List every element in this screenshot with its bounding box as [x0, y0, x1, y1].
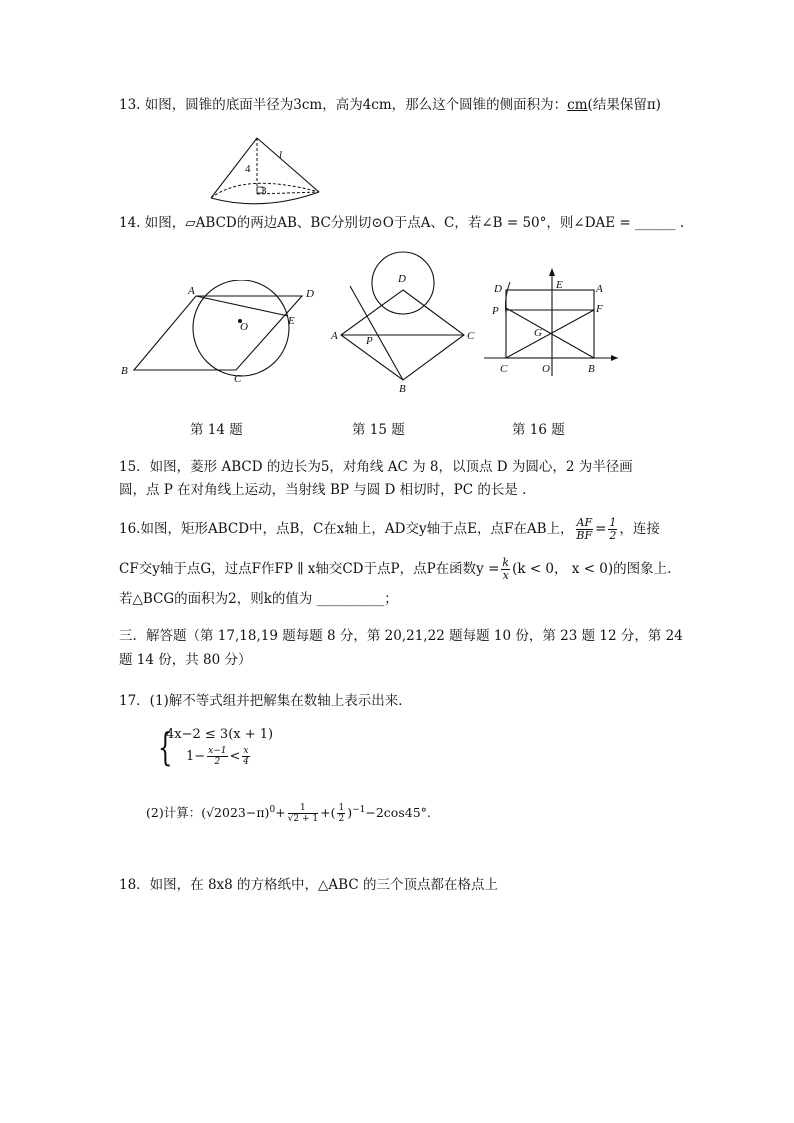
q16-ratio-right-num: 1: [609, 516, 617, 529]
q17-ineq2-frac: [207, 746, 227, 767]
q17-ineq1: 4x−2 ≤ 3(x + 1): [166, 727, 274, 742]
q16-ratio-right-den: 2: [609, 529, 617, 542]
q17-ineq2-rnum: x: [243, 746, 249, 756]
section3-line2: 题 14 份，共 80 分）: [119, 652, 252, 668]
fig14-label-b: B: [121, 365, 128, 377]
q15-line1: 15．如图，菱形 ABCD 的边长为5，对角线 AC 为 8，以顶点 D 为圆心，2 为半径画: [119, 459, 633, 475]
q13-stem: 13. 如图，圆锥的底面半径为3cm，高为4cm，那么这个圆锥的侧面积为：: [119, 97, 568, 113]
q16-line2-text: CF交y轴于点G，过点F作FP ∥ x轴交CD于点P，点P在函数y =: [119, 561, 500, 577]
q17-part2-close: ): [347, 805, 353, 821]
q14-text: 14. 如图，▱ABCD的两边AB、BC分别切⊙O于点A、C，若∠B = 50°，则∠DAE = ______ .: [119, 215, 685, 231]
q17-part2-half: [337, 803, 345, 824]
q17-part1: 17．(1)解不等式组并把解集在数轴上表示出来．: [119, 693, 412, 709]
fig16-label-e: E: [556, 279, 563, 291]
section3-line1: 三．解答题（第 17,18,19 题每题 8 分，第 20,21,22 题每题 10 份，第 23 题 12 分，第 24: [119, 628, 683, 644]
fig16-label-d: D: [494, 283, 502, 295]
q17-ineq2-num: x−1: [208, 746, 227, 756]
fig15-label-d: D: [398, 273, 406, 285]
fig15-label-p: P: [366, 335, 373, 347]
q17-part2-lead: (2)计算：(√2023−π): [146, 805, 270, 821]
q17-part2-plus: +: [275, 805, 286, 821]
q13-unit: cm: [567, 97, 588, 113]
q17-part2-exp: −1: [352, 805, 366, 815]
system-brace: {: [158, 725, 173, 769]
fig16-diagram: [484, 268, 624, 376]
q17-ineq2-rden: 4: [243, 757, 249, 767]
q16-line3: 若△BCG的面积为2，则k的值为 __________；: [119, 591, 398, 607]
fig15-label-b: B: [399, 383, 406, 395]
q17-part2-exp0: 0: [269, 805, 276, 815]
q16-function: [501, 557, 510, 582]
fig14-label-o: O: [240, 321, 248, 333]
fig16-label-b: B: [588, 363, 595, 375]
q17-ineq2: [186, 746, 252, 767]
fig16-label-c: C: [500, 363, 508, 375]
cone-radius-label: 3: [261, 185, 267, 197]
fig15-diagram: [328, 250, 488, 400]
q17-ineq2-den: 2: [214, 757, 221, 767]
fig16-caption: 第 16 题: [512, 422, 565, 438]
q16-function-den: x: [502, 569, 509, 582]
q17-part2-num: 1: [288, 803, 318, 814]
q17-ineq2-lead: 1−: [186, 749, 206, 764]
fig14-caption: 第 14 题: [190, 422, 243, 438]
q17-part2: [146, 798, 431, 825]
q16-line2-tail: (k < 0， x < 0)的图象上.: [512, 561, 672, 577]
q16-ratio-right: [608, 517, 617, 542]
q16-line1: [119, 516, 660, 542]
q17-ineq2-lt: <: [229, 749, 241, 764]
fig16-label-g: G: [534, 327, 542, 339]
q17-part2-half-den: 2: [338, 814, 345, 825]
q17-part2-open: +(: [320, 805, 336, 821]
fig14-label-c: C: [234, 373, 242, 384]
fig15-caption: 第 15 题: [352, 422, 405, 438]
q16-ratio-eq: =: [595, 521, 607, 537]
q16-function-num: k: [502, 556, 510, 569]
fig16-label-p: P: [492, 305, 499, 317]
cone-height-label: 4: [245, 163, 251, 175]
q18-text: 18．如图，在 8x8 的方格纸中，△ABC 的三个顶点都在格点上: [119, 877, 498, 893]
fig16-label-f: F: [596, 303, 603, 315]
q17-ineq2-rfrac: [242, 746, 249, 767]
q16-line1-text: 16.如图，矩形ABCD中，点B，C在x轴上，AD交y轴于点E，点F在AB上，: [119, 521, 574, 537]
q16-line2: [119, 556, 671, 582]
fig14-diagram: [116, 280, 326, 384]
q16-line1-tail: ，连接: [619, 521, 660, 537]
fig15-label-a: A: [331, 330, 338, 342]
q17-part2-den: √2 + 1: [287, 814, 319, 825]
q13-text: [119, 96, 661, 114]
q16-ratio-left-den: BF: [576, 529, 593, 542]
cone-figure: [205, 132, 325, 210]
fig14-label-d: D: [306, 288, 314, 300]
fig14-label-e: E: [288, 315, 295, 327]
q16-ratio-left: [576, 517, 594, 542]
q17-part2-frac: [288, 803, 318, 824]
cone-slant-label: l: [279, 149, 283, 161]
fig15-label-c: C: [467, 330, 475, 342]
fig16-label-a: A: [596, 283, 603, 295]
q17-part2-half-num: 1: [338, 803, 345, 814]
q13-tail: (结果保留π): [587, 97, 661, 113]
q15-line2: 圆，点 P 在对角线上运动，当射线 BP 与圆 D 相切时，PC 的长是 .: [119, 482, 527, 498]
fig14-label-a: A: [188, 285, 195, 297]
fig16-label-o: O: [542, 363, 550, 375]
q16-ratio-left-num: AF: [576, 516, 593, 529]
q17-part2-tail: −2cos45°.: [365, 805, 431, 821]
